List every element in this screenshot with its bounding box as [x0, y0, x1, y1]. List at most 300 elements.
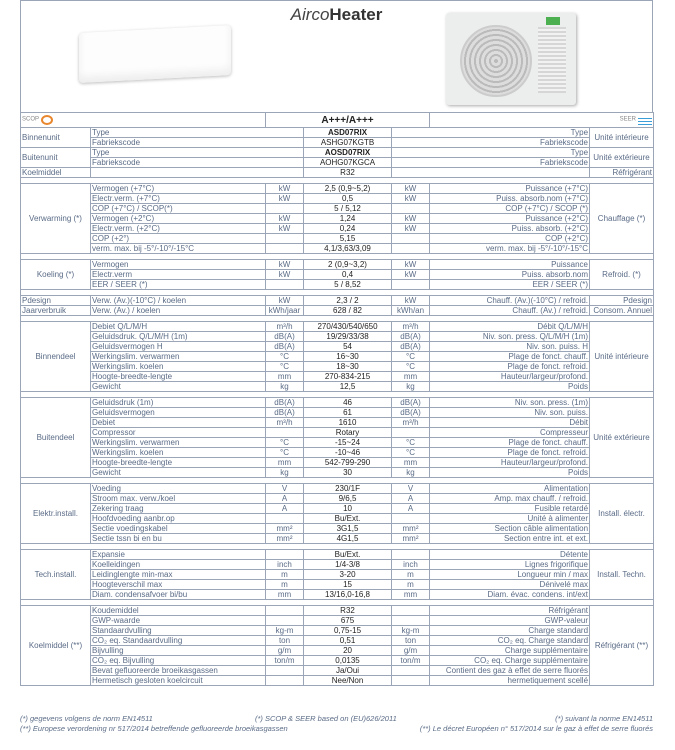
section-title-nl: Binnendeel [21, 322, 91, 392]
spec-label-nl: Geluidsdruk (1m) [91, 398, 266, 408]
unit-row [21, 148, 654, 158]
spec-label-fr: Alimentation [430, 484, 590, 494]
spec-label-fr: Contient des gaz à effet de serre fluorés [430, 666, 590, 676]
scop-icon [41, 115, 53, 125]
energy-label-row [21, 113, 654, 128]
spec-label-fr: GWP-valeur [430, 616, 590, 626]
scop-badge [21, 113, 266, 128]
spec-unit-fr [392, 204, 430, 214]
spec-row [21, 626, 654, 636]
spec-value: 16~30 [304, 352, 392, 362]
spec-value: 13/16,0-16,8 [304, 590, 392, 600]
spec-unit: kW [266, 194, 304, 204]
spec-value: 3G1,5 [304, 524, 392, 534]
spec-label-fr: Fusible retardé [430, 504, 590, 514]
spec-unit-fr [392, 550, 430, 560]
spec-unit-fr: mm² [392, 524, 430, 534]
spec-unit: °C [266, 362, 304, 372]
spec-label-fr: Chauff. (Av.)(-10°C) / refroid. [430, 296, 590, 306]
spec-value: Ja/Oui [304, 666, 392, 676]
spec-row [21, 322, 654, 332]
spec-unit: °C [266, 352, 304, 362]
spec-value: 1610 [304, 418, 392, 428]
spec-label-fr: Niv. son. puiss. H [430, 342, 590, 352]
spec-value: 1/4-3/8 [304, 560, 392, 570]
spec-unit-fr: °C [392, 448, 430, 458]
spec-row [21, 666, 654, 676]
spec-label-nl: Leidinglengte min-max [91, 570, 266, 580]
spec-unit-fr: dB(A) [392, 332, 430, 342]
spec-value: 3-20 [304, 570, 392, 580]
spec-unit: ton [266, 636, 304, 646]
spec-row [21, 352, 654, 362]
spec-value: 61 [304, 408, 392, 418]
spec-label-fr: CO₂ eq. Charge standard [430, 636, 590, 646]
spec-label-nl: Hoofdvoeding aanbr.op [91, 514, 266, 524]
spec-unit-fr [392, 428, 430, 438]
spec-value: 270/430/540/650 [304, 322, 392, 332]
spec-value: 230/1F [304, 484, 392, 494]
section-title-fr: Install. électr. [590, 484, 654, 544]
spec-row [21, 636, 654, 646]
spec-label-fr: Réfrigérant [430, 606, 590, 616]
spec-unit: A [266, 504, 304, 514]
spec-unit: inch [266, 560, 304, 570]
spec-unit-fr [392, 244, 430, 254]
spec-label-fr: Puiss. absorb.nom (+7°C) [430, 194, 590, 204]
spec-value: Bu/Ext. [304, 550, 392, 560]
spec-label-nl: Debiet [91, 418, 266, 428]
spec-value: Nee/Non [304, 676, 392, 686]
spec-row [21, 332, 654, 342]
spec-label-fr: Unité à alimenter [430, 514, 590, 524]
spec-label-fr: COP (+2°C) [430, 234, 590, 244]
spec-unit [266, 244, 304, 254]
spec-label-fr: Diam. évac. condens. int/ext [430, 590, 590, 600]
unit-field-fr: Fabriekscode [392, 158, 590, 168]
spec-row [21, 204, 654, 214]
section-title-nl: Koelmiddel (**) [21, 606, 91, 686]
spec-row [21, 362, 654, 372]
spec-label-nl: Geluidsvermogen H [91, 342, 266, 352]
spec-unit-fr: °C [392, 362, 430, 372]
spec-unit-fr: inch [392, 560, 430, 570]
spec-unit: dB(A) [266, 332, 304, 342]
spec-table [20, 112, 654, 686]
spec-unit [266, 428, 304, 438]
spec-unit-fr: kW [392, 184, 430, 194]
spec-label-fr: Niv. son. press. (1m) [430, 398, 590, 408]
spec-unit-fr: kW [392, 224, 430, 234]
spec-row [21, 676, 654, 686]
spec-value: 0,5 [304, 194, 392, 204]
spec-value: 5 / 5,12 [304, 204, 392, 214]
spec-row [21, 184, 654, 194]
spec-row [21, 468, 654, 478]
spec-value: 628 / 82 [304, 306, 392, 316]
grille [538, 27, 566, 93]
spec-label-fr: Niv. son. puiss. [430, 408, 590, 418]
spec-value: 1,24 [304, 214, 392, 224]
spec-label-nl: Geluidsvermogen [91, 408, 266, 418]
spec-unit: kW [266, 224, 304, 234]
spec-row [21, 560, 654, 570]
spec-unit: kg-m [266, 626, 304, 636]
spec-row [21, 408, 654, 418]
spec-label-nl: Werkingslim. verwarmen [91, 352, 266, 362]
spec-label-fr: Poids [430, 382, 590, 392]
spec-value: R32 [304, 606, 392, 616]
unit-field-nl: Type [91, 148, 304, 158]
spec-unit-fr: mm [392, 590, 430, 600]
section-title-nl: Koeling (*) [21, 260, 91, 290]
section-title-nl: Verwarming (*) [21, 184, 91, 254]
spec-unit [266, 234, 304, 244]
spec-label-fr: hermetiquement scellé [430, 676, 590, 686]
spec-label-fr: Plage de fonct. chauff. [430, 438, 590, 448]
blank [91, 168, 304, 178]
spec-label-fr: Section câble alimentation [430, 524, 590, 534]
spec-row [21, 342, 654, 352]
spec-label-nl: Zekering traag [91, 504, 266, 514]
spec-unit [266, 606, 304, 616]
spec-unit [266, 666, 304, 676]
spec-label-nl: Expansie [91, 550, 266, 560]
spec-unit-fr: dB(A) [392, 398, 430, 408]
spec-label-fr: Poids [430, 468, 590, 478]
spec-row [21, 280, 654, 290]
spec-value: 542-799-290 [304, 458, 392, 468]
spec-value: 9/6,5 [304, 494, 392, 504]
spec-label-nl: Koudemiddel [91, 606, 266, 616]
spec-unit-fr: mm [392, 372, 430, 382]
spec-unit: kWh/jaar [266, 306, 304, 316]
spec-label-nl: Bijvulling [91, 646, 266, 656]
spec-row [21, 550, 654, 560]
spec-label-fr: Puissance (+7°C) [430, 184, 590, 194]
spec-unit: m [266, 580, 304, 590]
spec-unit-fr: V [392, 484, 430, 494]
spec-unit: dB(A) [266, 398, 304, 408]
spec-value: 0,75-15 [304, 626, 392, 636]
section-title-fr: Réfrigérant (**) [590, 606, 654, 686]
section-title-nl: Pdesign [21, 296, 91, 306]
spec-label-fr: Section entre int. et ext. [430, 534, 590, 544]
spec-label-nl: Gewicht [91, 382, 266, 392]
spec-label-nl: CO₂ eq. Bijvulling [91, 656, 266, 666]
spec-row [21, 372, 654, 382]
brand-badge [546, 17, 560, 25]
spec-row [21, 524, 654, 534]
unit-row [21, 158, 654, 168]
spec-row [21, 590, 654, 600]
spec-unit-fr: g/m [392, 646, 430, 656]
seer-icon [638, 116, 652, 125]
spec-label-fr: CO₂ eq. Charge supplémentaire [430, 656, 590, 666]
footnote-left-2: (**) Europese verordening nr 517/2014 betreffende gefluoreerde broeikasgassen [20, 724, 288, 733]
brand-logo: AircoHeater [290, 5, 383, 24]
spec-label-nl: verm. max. bij -5°/-10°/-15°C [91, 244, 266, 254]
spec-unit: mm [266, 372, 304, 382]
spec-label-nl: Gewicht [91, 468, 266, 478]
spec-label-nl: CO₂ eq. Standaardvulling [91, 636, 266, 646]
spec-unit: dB(A) [266, 408, 304, 418]
spec-label-nl: Electr.verm. (+7°C) [91, 194, 266, 204]
spec-value: 54 [304, 342, 392, 352]
spec-sheet [20, 0, 653, 686]
unit-title-nl: Binnenunit [21, 128, 91, 148]
unit-field-fr: Fabriekscode [392, 138, 590, 148]
spec-row [21, 504, 654, 514]
section-title-fr: Unité extérieure [590, 398, 654, 478]
spec-value: 0,0135 [304, 656, 392, 666]
spec-label-nl: Vermogen (+2°C) [91, 214, 266, 224]
section-title-nl: Tech.install. [21, 550, 91, 600]
spec-row [21, 606, 654, 616]
spec-unit-fr: ton/m [392, 656, 430, 666]
spec-row [21, 398, 654, 408]
spec-label-nl: Electr.verm [91, 270, 266, 280]
spec-row [21, 234, 654, 244]
spec-row [21, 616, 654, 626]
spec-label-fr: Niv. son. press. Q/L/M/H (1m) [430, 332, 590, 342]
spec-label-fr: Puissance [430, 260, 590, 270]
unit-value: AOHG07KGCA [304, 158, 392, 168]
spec-row [21, 580, 654, 590]
spec-value: 675 [304, 616, 392, 626]
spec-unit [266, 616, 304, 626]
unit-title-fr: Unité intérieure [590, 128, 654, 148]
spec-unit-fr: kWh/an [392, 306, 430, 316]
spec-label-nl: COP (+2°) [91, 234, 266, 244]
footnotes [20, 714, 653, 734]
unit-field-nl: Fabriekscode [91, 158, 304, 168]
spec-label-fr: Chauff. (Av.) / refroid. [430, 306, 590, 316]
section-title-fr: Pdesign [590, 296, 654, 306]
spec-value: 15 [304, 580, 392, 590]
spec-unit-fr: kW [392, 270, 430, 280]
spec-value: Bu/Ext. [304, 514, 392, 524]
spec-label-fr: Détente [430, 550, 590, 560]
spec-label-fr: Puiss. absorb.nom [430, 270, 590, 280]
section-title-fr: Consom. Annuel [590, 306, 654, 316]
refrigerant-fr: Réfrigérant [590, 168, 654, 178]
spec-value: 0,24 [304, 224, 392, 234]
spec-label-fr: Plage de fonct. refroid. [430, 362, 590, 372]
spec-label-fr: Charge supplémentaire [430, 646, 590, 656]
unit-value: AOSD07RIX [304, 148, 392, 158]
section-title-fr: Install. Techn. [590, 550, 654, 600]
spec-label-nl: Hermetisch gesloten koelcircuit [91, 676, 266, 686]
spec-value: 30 [304, 468, 392, 478]
spec-row [21, 260, 654, 270]
spec-label-nl: Hoogteverschil max [91, 580, 266, 590]
spec-label-nl: Werkingslim. verwarmen [91, 438, 266, 448]
spec-label-fr: Hauteur/largeur/profond. [430, 372, 590, 382]
spec-value: -10~46 [304, 448, 392, 458]
spec-label-nl: Hoogte-breedte-lengte [91, 372, 266, 382]
spec-label-nl: Vermogen (+7°C) [91, 184, 266, 194]
spec-row [21, 270, 654, 280]
spec-unit-fr: mm² [392, 534, 430, 544]
spec-unit-fr: m [392, 580, 430, 590]
spec-unit: °C [266, 448, 304, 458]
spec-unit: ton/m [266, 656, 304, 666]
product-header [20, 0, 653, 112]
spec-value: 0,51 [304, 636, 392, 646]
spec-unit-fr: °C [392, 438, 430, 448]
spec-label-nl: EER / SEER (*) [91, 280, 266, 290]
spec-row [21, 428, 654, 438]
spec-label-nl: Verw. (Av.) / koelen [91, 306, 266, 316]
spec-unit [266, 514, 304, 524]
spec-value: 12,5 [304, 382, 392, 392]
spec-value: 18~30 [304, 362, 392, 372]
spec-value: 4,1/3,63/3,09 [304, 244, 392, 254]
refrigerant-row [21, 168, 654, 178]
spec-unit-fr: °C [392, 352, 430, 362]
spec-unit-fr: kW [392, 260, 430, 270]
spec-unit: kW [266, 270, 304, 280]
spec-row [21, 224, 654, 234]
spec-unit: g/m [266, 646, 304, 656]
spec-label-nl: Sectie tssn bi en bu [91, 534, 266, 544]
spec-label-nl: Diam. condensafvoer bi/bu [91, 590, 266, 600]
spec-unit: m³/h [266, 322, 304, 332]
spec-value: 2 (0,9~3,2) [304, 260, 392, 270]
spec-value: 19/29/33/38 [304, 332, 392, 342]
section-title-fr: Refroid. (*) [590, 260, 654, 290]
spec-value: 270-834-215 [304, 372, 392, 382]
section-title-nl: Elektr.install. [21, 484, 91, 544]
unit-field-fr: Type [392, 128, 590, 138]
unit-field-fr: Type [392, 148, 590, 158]
spec-row [21, 194, 654, 204]
spec-row [21, 458, 654, 468]
spec-row [21, 494, 654, 504]
spec-unit: kW [266, 296, 304, 306]
spec-unit-fr: mm [392, 458, 430, 468]
spec-value: 2,3 / 2 [304, 296, 392, 306]
spec-row [21, 570, 654, 580]
spec-label-nl: Stroom max. verw./koel [91, 494, 266, 504]
seer-badge [430, 113, 654, 128]
spec-label-fr: Débit [430, 418, 590, 428]
spec-row [21, 306, 654, 316]
spec-label-nl: Standaardvulling [91, 626, 266, 636]
spec-label-nl: Voeding [91, 484, 266, 494]
spec-label-fr: Compresseur [430, 428, 590, 438]
spec-unit [266, 676, 304, 686]
unit-field-nl: Fabriekscode [91, 138, 304, 148]
spec-label-fr: Puissance (+2°C) [430, 214, 590, 224]
spec-unit-fr: kW [392, 194, 430, 204]
spec-label-nl: COP (+7°C) / SCOP(*) [91, 204, 266, 214]
spec-unit-fr: A [392, 504, 430, 514]
refrigerant-nl: Koelmiddel [21, 168, 91, 178]
blank [392, 168, 590, 178]
spec-unit: kW [266, 260, 304, 270]
spec-unit: m³/h [266, 418, 304, 428]
spec-unit-fr: kW [392, 214, 430, 224]
spec-unit-fr [392, 666, 430, 676]
spec-unit-fr [392, 280, 430, 290]
spec-unit: dB(A) [266, 342, 304, 352]
spec-row [21, 646, 654, 656]
spec-unit-fr: A [392, 494, 430, 504]
spec-label-nl: Electr.verm. (+2°C) [91, 224, 266, 234]
spec-row [21, 438, 654, 448]
spec-unit-fr: m [392, 570, 430, 580]
spec-label-nl: Werkingslim. koelen [91, 362, 266, 372]
spec-label-nl: Bevat gefluoreerde broeikasgassen [91, 666, 266, 676]
footnote-left-1: (*) gegevens volgens de norm EN14511 [20, 714, 153, 723]
scop-label: SCOP [22, 116, 40, 123]
spec-unit-fr: m³/h [392, 322, 430, 332]
footnote-right-2: (**) Le décret Européen n° 517/2014 sur le gaz à effet de serre fluorés [419, 724, 653, 733]
spec-label-nl: Geluidsdruk. Q/L/M/H (1m) [91, 332, 266, 342]
spec-row [21, 534, 654, 544]
spec-unit-fr: kg-m [392, 626, 430, 636]
spec-row [21, 484, 654, 494]
spec-row [21, 382, 654, 392]
spec-value: Rotary [304, 428, 392, 438]
spec-label-fr: verm. max. bij -5°/-10°/-15°C [430, 244, 590, 254]
spec-label-nl: Koelleidingen [91, 560, 266, 570]
spec-unit: kW [266, 214, 304, 224]
spec-value: 10 [304, 504, 392, 514]
unit-row [21, 128, 654, 138]
spec-value: -15~24 [304, 438, 392, 448]
spec-unit-fr [392, 616, 430, 626]
unit-field-nl: Type [91, 128, 304, 138]
spec-label-nl: Verw. (Av.)(-10°C) / koelen [91, 296, 266, 306]
spec-row [21, 656, 654, 666]
spec-unit-fr: dB(A) [392, 342, 430, 352]
spec-unit: °C [266, 438, 304, 448]
spec-row [21, 448, 654, 458]
footnote-mid-1: (*) SCOP & SEER based on (EU)626/2011 [255, 714, 397, 723]
spec-row [21, 418, 654, 428]
unit-value: ASHG07KGTB [304, 138, 392, 148]
spec-label-fr: Plage de fonct. chauff. [430, 352, 590, 362]
spec-value: 4G1,5 [304, 534, 392, 544]
spec-unit: mm [266, 590, 304, 600]
spec-unit-fr: m³/h [392, 418, 430, 428]
spec-unit: m [266, 570, 304, 580]
spec-label-fr: Plage de fonct. refroid. [430, 448, 590, 458]
spec-unit-fr [392, 606, 430, 616]
spec-unit: mm [266, 458, 304, 468]
spec-label-fr: Longueur min / max [430, 570, 590, 580]
spec-unit-fr: kg [392, 468, 430, 478]
spec-label-nl: Sectie voedingskabel [91, 524, 266, 534]
spec-unit: mm² [266, 534, 304, 544]
outdoor-unit-image [446, 13, 576, 105]
spec-label-nl: Compressor [91, 428, 266, 438]
spec-row [21, 514, 654, 524]
footnote-right-1: (*) suivant la norme EN14511 [555, 714, 653, 723]
spec-value: 0,4 [304, 270, 392, 280]
spec-label-nl: Vermogen [91, 260, 266, 270]
spec-unit: kg [266, 382, 304, 392]
section-title-nl: Buitendeel [21, 398, 91, 478]
spec-value: 2,5 (0,9~5,2) [304, 184, 392, 194]
spec-unit-fr [392, 234, 430, 244]
spec-label-nl: Hoogte-breedte-lengte [91, 458, 266, 468]
spec-unit [266, 280, 304, 290]
spec-label-fr: Charge standard [430, 626, 590, 636]
